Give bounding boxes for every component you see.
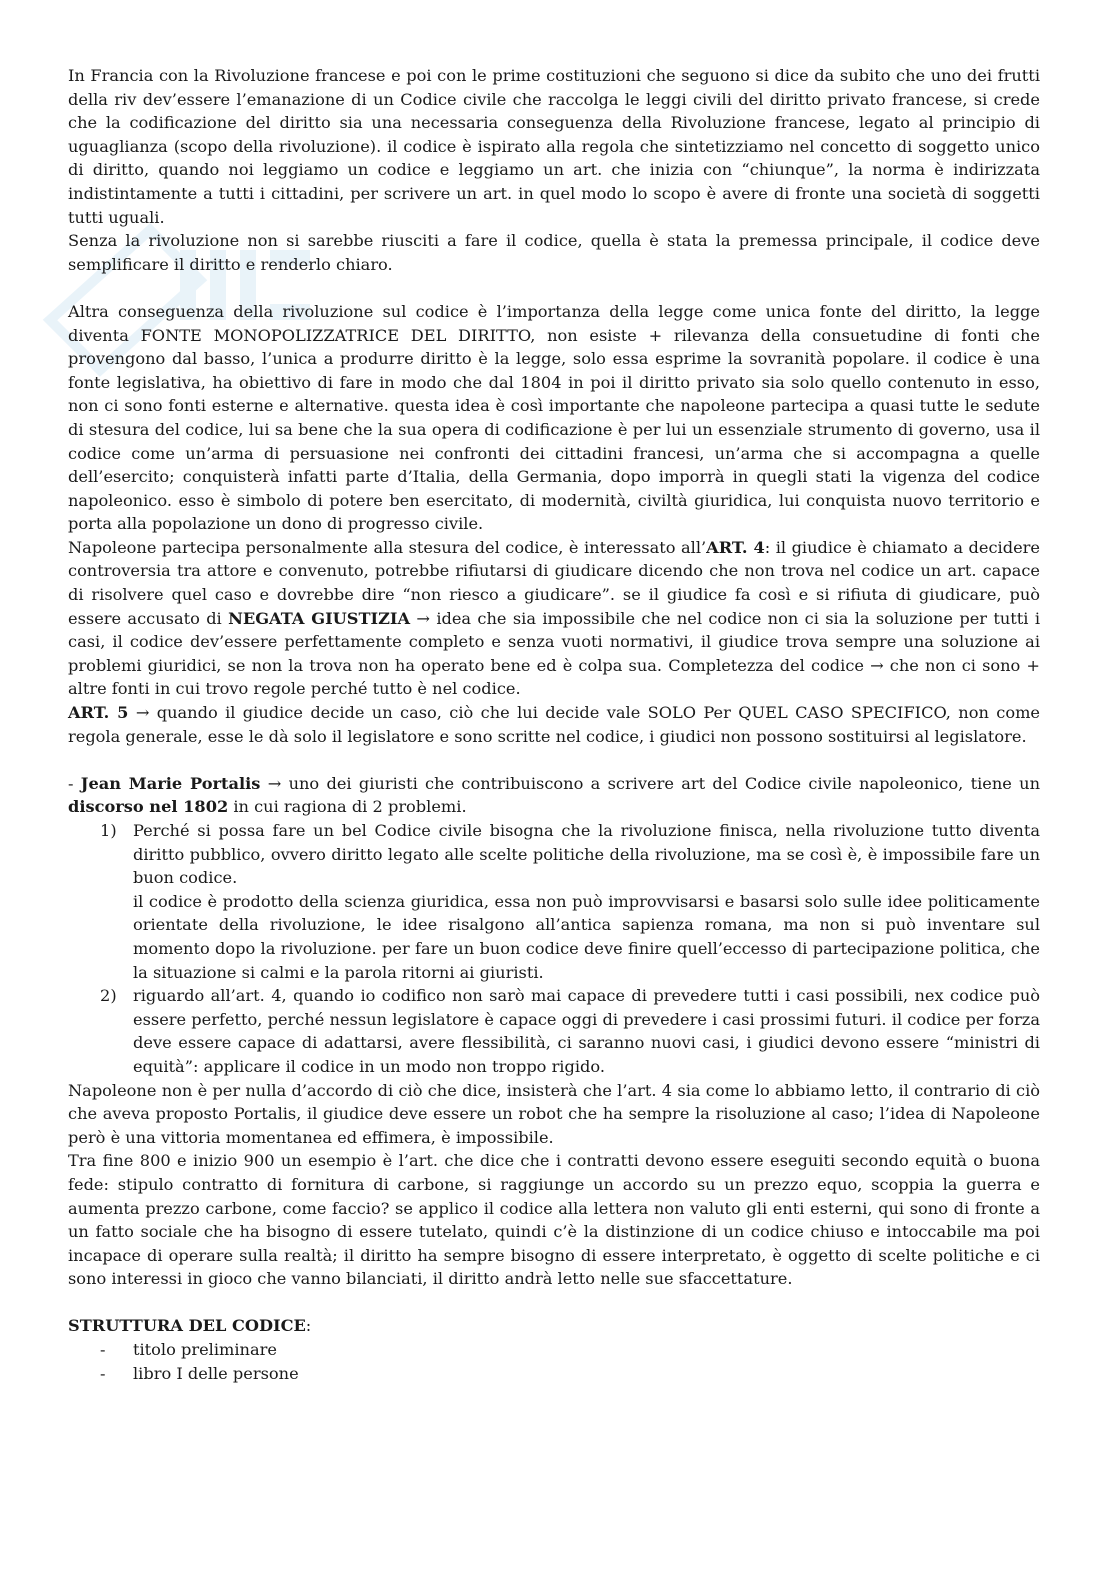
heading-struttura-codice <box>68 1314 1040 1338</box>
bold-art-4: ART. 4 <box>706 537 765 557</box>
list-item-text: riguardo all’art. 4, quando io codifico non sarò mai capace di prevedere tutti i casi possibili, nex codice può essere perfetto, perché nessun legislatore è capace oggi di prevedere i casi prossimi futuri. il codice per forza deve essere capace di adattarsi, avere flessibilità, ci saranno nuovi casi, i giudici devono essere “ministri di equità”: applicare il codice in un modo non troppo rigido. <box>133 986 1040 1076</box>
dash-list-struttura <box>68 1338 1040 1385</box>
text-fragment: : il giudice è chiamato a decidere controversia tra attore e convenuto, potrebbe rifiutarsi di giudicare dicendo che non trova nel codice un art. capace di risolvere quel caso e dovrebbe dire “non riesco a giudicare”. se il giudice fa così e si rifiuta di giudicare, può essere accusato di <box>68 537 1040 628</box>
paragraph-rivoluzione-premessa: Senza la rivoluzione non si sarebbe riusciti a fare il codice, quella è stata la premessa principale, il codice deve semplificare il diritto e renderlo chiaro. <box>68 231 1040 274</box>
heading-text: STRUTTURA DEL CODICE <box>68 1316 306 1336</box>
document-page <box>68 64 1040 1385</box>
list-item-problema-1 <box>133 819 1040 984</box>
paragraph-fonte-monopolizzatrice: Altra conseguenza della rivoluzione sul codice è l’importanza della legge come unica fonte del diritto, la legge diventa FONTE MONOPOLIZZATRICE DEL DIRITTO, non esiste + rilevanza della consuetudine di fonti che provengono dal basso, l’unica a produrre diritto è la legge, solo essa esprime la sovranità popolare. il codice è una fonte legislativa, ha obiettivo di fare in modo che dal 1804 in poi il diritto privato sia solo quello contenuto in esso, non ci sono fonti esterne e alternative. questa idea è così importante che napoleone partecipa a quasi tutte le sedute di stesura del codice, lui sa bene che la sua opera di codificazione è per lui un essenziale strumento di governo, usa il codice come un’arma di persuasione nei confronti dei cittadini francesi, un’arma che si accompagna a quelle dell’esercito; conquisterà infatti parte d’Italia, della Germania, dopo imporrà in quegli stati la vigenza del codice napoleonico. esso è simbolo di potere ben esercitato, di modernità, civiltà giuridica, lui conquista nuovo territorio e porta alla popolazione un dono di progresso civile. <box>68 301 1040 534</box>
paragraph-art-5 <box>68 701 1040 748</box>
list-item-text: Perché si possa fare un bel Codice civile bisogna che la rivoluzione finisca, nella rivoluzione tutto diventa diritto pubblico, ovvero diritto legato alle scelte politiche della rivoluzione, ma se così è, è impossibile fare un buon codice. <box>133 821 1040 888</box>
paragraph-portalis <box>68 772 1040 819</box>
spacer <box>68 748 1040 772</box>
paragraph-art-4 <box>68 536 1040 701</box>
bold-discorso-1802: discorso nel 1802 <box>68 797 229 817</box>
list-item-text: il codice è prodotto della scienza giuridica, essa non può improvvisarsi e basarsi solo sulle idee politicamente orientate della rivoluzione, le idee risalgono all’antica sapienza romana, ma non si può inventare sul momento dopo la rivoluzione. per fare un buon codice deve finire quell’eccesso di partecipazione politica, che la situazione si calmi e la parola ritorni ai giuristi. <box>133 891 1040 982</box>
text-fragment: → idea che sia impossibile che nel codice non ci sia la soluzione per tutti i casi, il codice dev’essere perfettamente completo e senza vuoti normativi, il giudice trova sempre una soluzione ai problemi giuridici, se non la trova non ha operato bene ed è colpa sua. Completezza del codice → che non ci sono + altre fonti in cui trovo regole perché tutto è nel codice. <box>68 608 1040 699</box>
text-fragment: Napoleone partecipa personalmente alla stesura del codice, è interessato all’ <box>68 537 707 557</box>
paragraph-codice-civile: In Francia con la Rivoluzione francese e poi con le prime costituzioni che seguono si dice da subito che uno dei frutti della riv dev’essere l’emanazione di un Codice civile che raccolga le leggi civili del diritto privato francese, si crede che la codificazione del diritto sia una necessaria conseguenza della Rivoluzione francese, legato al principio di uguaglianza (scopo della rivoluzione). il codice è ispirato alla regola che sintetizziamo nel concetto di soggetto unico di diritto, quando noi leggiamo un codice e leggiamo un art. che inizia con “chiunque”, la norma è indirizzata indistintamente a tutti i cittadini, per scrivere un art. in quel modo lo scopo è avere di fronte una società di soggetti tutti uguali. <box>68 66 1040 227</box>
text-fragment: → uno dei giuristi che contribuiscono a scrivere art del Codice civile napoleonico, tiene un <box>260 773 1041 793</box>
text-fragment: in cui ragiona di 2 problemi. <box>228 797 467 817</box>
list-item: - titolo preliminare <box>133 1338 1040 1362</box>
bold-art-5: ART. 5 <box>68 703 129 723</box>
text-fragment: → quando il giudice decide un caso, ciò che lui decide vale SOLO Per QUEL CASO SPECIFICO, non come regola generale, esse le dà solo il legislatore e sono scritte nel codice, i giudici non possono sostituirsi al legislatore. <box>68 703 1040 746</box>
text-fragment: - <box>68 773 81 793</box>
list-item-problema-2 <box>133 984 1040 1078</box>
paragraph-napoleone-disaccordo: Napoleone non è per nulla d’accordo di ciò che dice, insisterà che l’art. 4 sia come lo abbiamo letto, il contrario di ciò che aveva proposto Portalis, il giudice deve essere un robot che ha sempre la risoluzione al caso; l’idea di Napoleone però è una vittoria momentanea ed effimera, è impossibile. <box>68 1080 1040 1147</box>
bold-negata-giustizia: NEGATA GIUSTIZIA <box>228 608 411 628</box>
heading-colon: : <box>305 1316 312 1336</box>
spacer <box>68 276 1040 300</box>
list-item: - libro I delle persone <box>133 1362 1040 1386</box>
paragraph-esempio-carbone: Tra fine 800 e inizio 900 un esempio è l’art. che dice che i contratti devono essere eseguiti secondo equità o buona fede: stipulo contratto di fornitura di carbone, si raggiunge un accordo su un prezzo equo, scoppia la guerra e aumenta prezzo carbone, come faccio? se applico il codice alla lettera non valuto gli enti esterni, qui sono di fronte a un fatto sociale che ha bisogno di essere tutelato, quindi c’è la distinzione di un codice chiuso e intoccabile ma poi incapace di operare sulla realtà; il diritto ha sempre bisogno di essere interpretato, è oggetto di scelte politiche e ci sono interessi in gioco che vanno bilanciati, il diritto andrà letto nelle sue sfaccettature. <box>68 1151 1040 1289</box>
numbered-list-problemi <box>68 819 1040 1079</box>
spacer <box>68 1291 1040 1315</box>
bold-portalis: Jean Marie Portalis <box>80 773 261 793</box>
